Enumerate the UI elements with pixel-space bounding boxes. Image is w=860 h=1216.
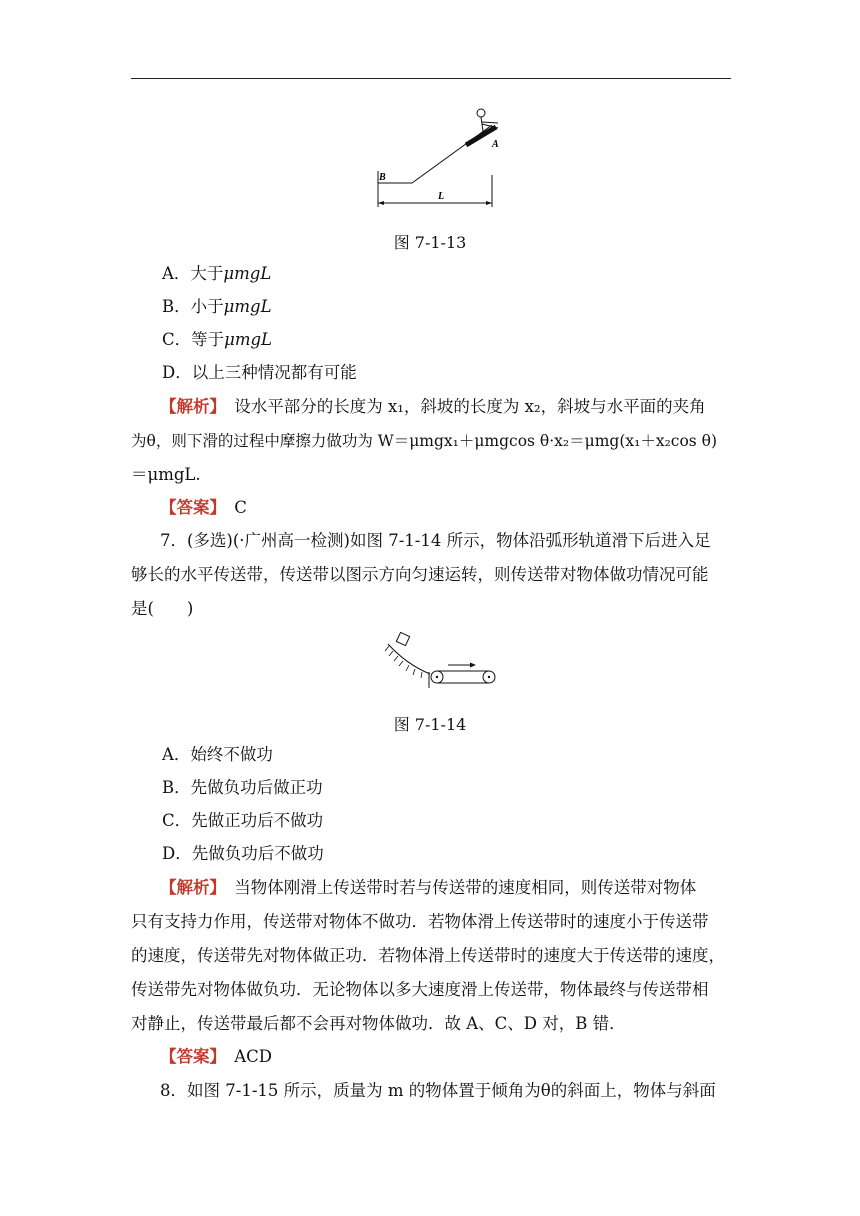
option-d: D．先做负功后不做功 — [162, 844, 324, 863]
label-a: A — [492, 139, 499, 150]
question-stem: 够长的水平传送带，传送带以图示方向匀速运转，则传送带对物体做功情况可能 — [131, 565, 709, 584]
analysis-line: 只有支持力作用，传送带对物体不做功．若物体滑上传送带时的速度小于传送带 — [131, 912, 709, 931]
analysis-paragraph: 【解析】 当物体刚滑上传送带时若与传送带的速度相同，则传送带对物体 — [160, 878, 697, 897]
option-b: B．先做负功后做正功 — [162, 778, 323, 797]
figure-caption: 图 7-1-14 — [393, 715, 467, 734]
option-a: A．大于μmgL — [162, 264, 272, 283]
option-a: A．始终不做功 — [162, 745, 273, 764]
analysis-paragraph: 【解析】 设水平部分的长度为 x₁，斜坡的长度为 x₂，斜坡与水平面的夹角 — [160, 397, 706, 416]
question-stem: 是( ) — [131, 599, 194, 618]
figure-7-1-14 — [380, 630, 500, 690]
figure-caption: 图 7-1-13 — [393, 233, 467, 252]
option-c: C．先做正功后不做功 — [162, 811, 324, 830]
figure-7-1-13 — [370, 105, 500, 213]
answer-line: 【答案】 ACD — [160, 1047, 273, 1066]
skier-head — [477, 109, 485, 117]
analysis-line: 为θ，则下滑的过程中摩擦力做功为 W＝μmgx₁＋μmgcos θ·x₂＝μmg(x₁＋x₂cos θ) — [131, 432, 718, 450]
analysis-line: 传送带先对物体做负功．无论物体以多大速度滑上传送带，物体最终与传送带相 — [131, 980, 709, 999]
label-b: B — [379, 172, 386, 183]
block — [396, 632, 409, 645]
analysis-line: ＝μmgL. — [131, 465, 201, 484]
analysis-line: 的速度，传送带先对物体做正功．若物体滑上传送带时的速度大于传送带的速度， — [131, 946, 725, 965]
option-b: B．小于μmgL — [162, 297, 272, 316]
question-stem: 8．如图 7-1-15 所示，质量为 m 的物体置于倾角为θ的斜面上，物体与斜面 — [160, 1081, 716, 1100]
analysis-line: 对静止，传送带最后都不会再对物体做功．故 A、C、D 对，B 错． — [131, 1014, 626, 1033]
option-c: C．等于μmgL — [162, 330, 273, 349]
label-l: L — [438, 191, 445, 202]
slope-track — [378, 125, 492, 183]
answer-line: 【答案】 C — [160, 498, 247, 517]
question-stem: 7．(多选)(·广州高一检测)如图 7-1-14 所示，物体沿弧形轨道滑下后进入足 — [160, 531, 711, 550]
header-rule — [131, 78, 731, 79]
option-d: D．以上三种情况都有可能 — [162, 363, 357, 382]
arc-track — [388, 644, 430, 674]
